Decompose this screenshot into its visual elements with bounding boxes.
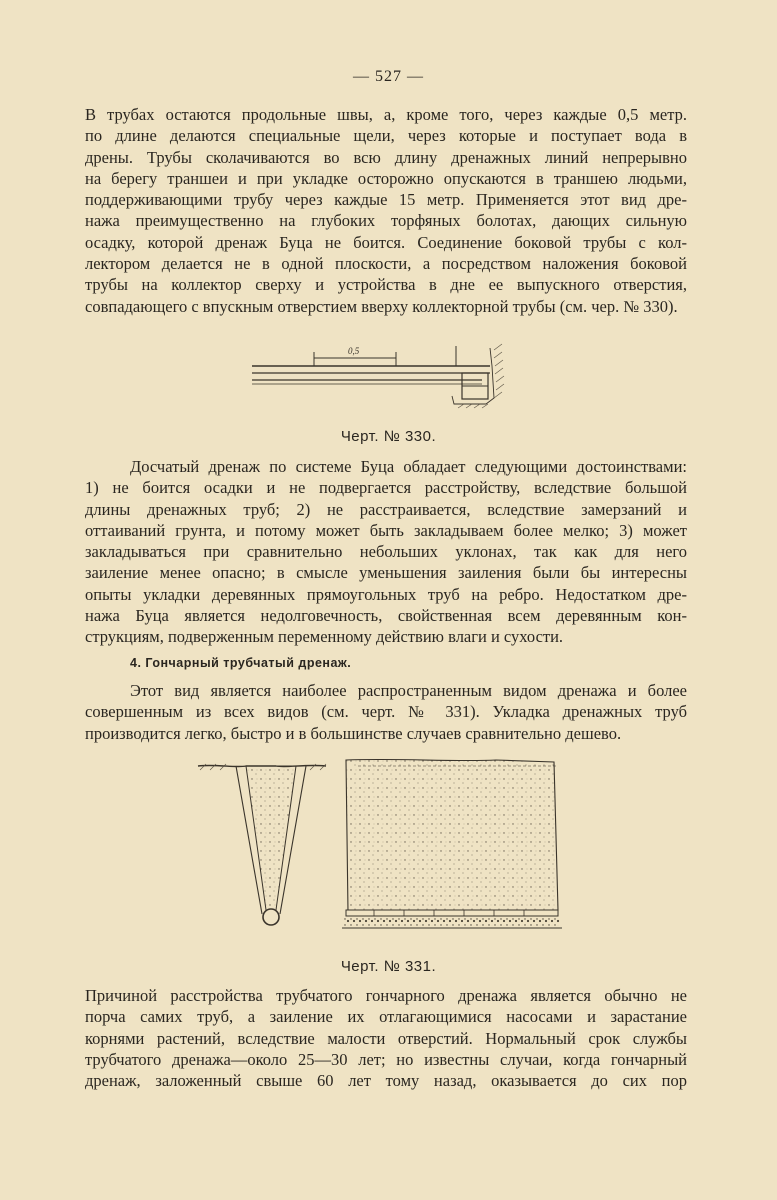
text-line: производится легко, быстро и в большинстве случаев сравнительно дешево. bbox=[85, 723, 622, 743]
trench-section bbox=[198, 764, 326, 925]
text-line: длины дренажных труб; 2) не расстраивается, вследствие замерзаний и bbox=[85, 499, 687, 519]
text-line: совершенным из всех видов (см. черт. № 331). Укладка дренажных труб bbox=[85, 702, 687, 722]
longitudinal-section bbox=[342, 759, 562, 928]
text-line: трубы на коллектор сверху и устройства в дне ее выпускного отверстия, bbox=[85, 275, 687, 295]
paragraph-1 bbox=[85, 104, 687, 317]
text-line: на берегу траншеи и при укладке осторожно опускаются в траншею людьми, bbox=[85, 168, 687, 188]
text-line: корнями растений, вследствие малости отверстий. Нормальный срок службы bbox=[85, 1028, 687, 1048]
text-line: опыты укладки деревянных прямоугольных труб на ребро. Недостатком дре- bbox=[85, 584, 687, 604]
section-heading: 4. Гончарный трубчатый дренаж. bbox=[130, 656, 352, 670]
figure-331-caption: Черт. № 331. bbox=[340, 958, 437, 975]
text-line: заиление менее опасно; в смысле уменьшения заиления были бы интересны bbox=[85, 563, 687, 583]
text-line: Досчатый дренаж по системе Буца обладает следующими достоинствами: bbox=[130, 457, 687, 476]
text-line: по длине делаются специальные щели, через которые и поступает вода в bbox=[85, 126, 687, 146]
text-line: поддерживающими трубу через каждые 15 метр. Применяется этот вид дре- bbox=[85, 190, 687, 210]
text-line: дрены. Трубы сколачиваются во всю длину дренажных линий непрерывно bbox=[85, 147, 687, 167]
text-line: струкциям, подверженным переменному действию влаги и сухости. bbox=[85, 627, 564, 647]
paragraph-3 bbox=[85, 680, 687, 744]
figure-330-caption: Черт. № 330. bbox=[340, 428, 437, 445]
text-line: Причиной расстройства трубчатого гончарного дренажа является обычно не bbox=[85, 986, 687, 1005]
text-line: нажа преимущественно на глубоких торфяных болотах, дающих сильную bbox=[85, 211, 687, 231]
text-line: совпадающего с впускным отверстием вверху коллекторной трубы (см. чер. № 330). bbox=[85, 296, 678, 316]
text-line: Этот вид является наиболее распространенным видом дренажа и более bbox=[130, 681, 687, 700]
text-line: осадку, которой дренаж Буца не боится. Соединение боковой трубы с кол- bbox=[85, 232, 687, 252]
text-line: нажа Буца является недолговечность, свойственная всем деревянным кон- bbox=[85, 606, 687, 626]
page-number: — 527 — bbox=[353, 68, 424, 85]
text-line: оттаиваний грунта, и потому может быть закладываем более мелко; 3) может bbox=[85, 520, 687, 540]
text-line: трубчатого дренажа—около 25—30 лет; но известны случаи, когда гончарный bbox=[85, 1049, 687, 1069]
paragraph-4 bbox=[85, 985, 687, 1091]
paragraph-2 bbox=[85, 456, 687, 648]
dimension-label: 0,5 bbox=[348, 346, 360, 356]
drain-pipe-icon bbox=[263, 909, 279, 925]
text-line: порча самих труб, а заиление их отлагающимися насосами и зарастание bbox=[85, 1007, 687, 1027]
text-line: закладываться при сравнительно небольших уклонах, так как для него bbox=[85, 542, 687, 562]
figure-330-drawing bbox=[250, 338, 520, 410]
text-line: 1) не боится осадки и не подвергается расстройству, вследствие большой bbox=[85, 478, 687, 498]
figure-331-drawing bbox=[196, 750, 566, 950]
text-line: В трубах остаются продольные швы, а, кроме того, через каждые 0,5 метр. bbox=[85, 105, 687, 124]
text-line: дренаж, заложенный свыше 60 лет тому назад, оказывается до сих пор bbox=[85, 1071, 687, 1091]
text-line: лектором делается не в одной плоскости, а посредством наложения боковой bbox=[85, 254, 687, 274]
